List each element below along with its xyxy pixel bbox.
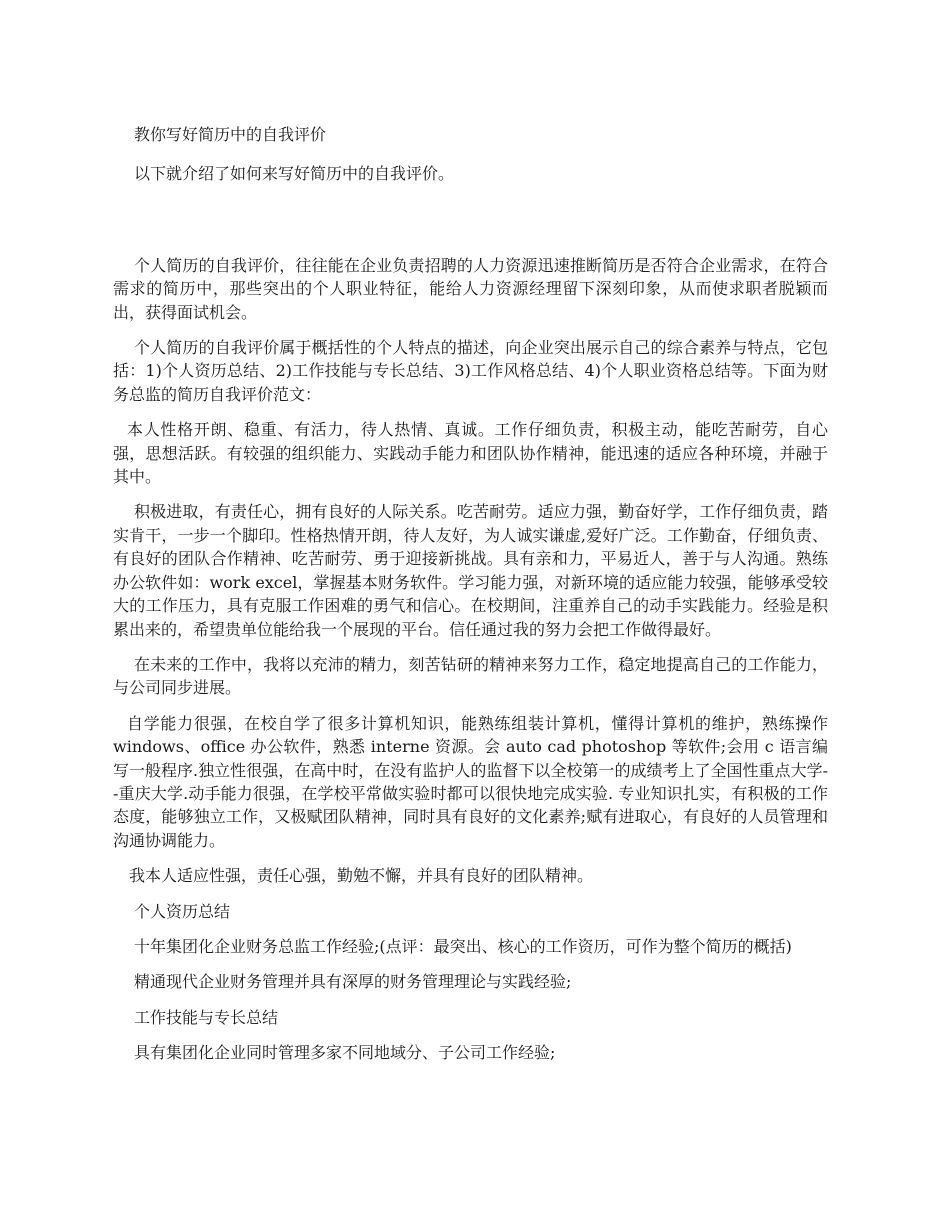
intro-paragraph: 以下就介绍了如何来写好简历中的自我评价。 xyxy=(134,164,455,184)
paragraph-sample-self-learning: 自学能力很强，在校自学了很多计算机知识，能熟练组装计算机，懂得计算机的维护，熟练操作 windows、office 办公软件，熟悉 interne 资源。会 auto cad photoshop 等软件;会用 c 语言编写一般程序.独立性很强，在高中时，在没有监护人的监督下以全校第一的成绩考上了全国性重点大学--重庆大学.动手能力很强，在学校平常做实验时都可以很快地完成实验. 专业知识扎实，有积极的工作态度，能够独立工作，又极赋团队精神，同时具有良好的文化素养;赋有进取心，有良好的人员管理和沟通协调能力。 xyxy=(113,713,828,850)
paragraph-group-management: 具有集团化企业同时管理多家不同地域分、子公司工作经验; xyxy=(134,1043,556,1063)
heading-experience-summary: 个人资历总结 xyxy=(134,901,231,921)
paragraph-cfo-experience: 十年集团化企业财务总监工作经验;(点评：最突出、核心的工作资历，可作为整个简历的概括) xyxy=(134,936,792,956)
document-title: 教你写好简历中的自我评价 xyxy=(134,125,327,144)
document-body xyxy=(113,123,828,1077)
paragraph-sample-proactive: 积极进取，有责任心，拥有良好的人际关系。吃苦耐劳。适应力强，勤奋好学，工作仔细负责，踏实肯干，一步一个脚印。性格热情开朗，待人友好，为人诚实谦虚,爱好广泛。工作勤奋，仔细负责、有良好的团队合作精神、吃苦耐劳、勇于迎接新挑战。具有亲和力，平易近人，善于与人沟通。熟练办公软件如：work excel，掌握基本财务软件。学习能力强，对新环境的适应能力较强，能够承受较大的工作压力，具有克服工作困难的勇气和信心。在校期间，注重养自己的动手实践能力。经验是积累出来的，希望贵单位能给我一个展现的平台。信任通过我的努力会把工作做得最好。 xyxy=(113,502,828,639)
paragraph-sample-personality: 本人性格开朗、稳重、有活力，待人热情、真诚。工作仔细负责，积极主动，能吃苦耐劳，自心强，思想活跃。有较强的组织能力、实践动手能力和团队协作精神，能迅速的适应各种环境，并融于其中。 xyxy=(113,420,828,487)
paragraph-self-evaluation-importance: 个人简历的自我评价，往往能在企业负责招聘的人力资源迅速推断简历是否符合企业需求，在符合需求的简历中，那些突出的个人职业特征，能给人力资源经理留下深刻印象，从而使求职者脱颖而出，获得面试机会。 xyxy=(113,255,828,322)
paragraph-sample-adaptability: 我本人适应性强，责任心强，勤勉不懈，并具有良好的团队精神。 xyxy=(129,866,594,886)
paragraph-self-evaluation-contents: 个人简历的自我评价属于概括性的个人特点的描述，向企业突出展示自己的综合素养与特点，它包括：1)个人资历总结、2)工作技能与专长总结、3)工作风格总结、4)个人职业资格总结等。下面为财务总监的简历自我评价范文： xyxy=(113,338,828,404)
paragraph-finance-management: 精通现代企业财务管理并具有深厚的财务管理理论与实践经验; xyxy=(134,972,572,992)
paragraph-sample-future-work: 在未来的工作中，我将以充沛的精力，刻苦钻研的精神来努力工作，稳定地提高自己的工作能力，与公司同步进展。 xyxy=(113,654,828,698)
heading-skills-summary: 工作技能与专长总结 xyxy=(134,1007,279,1027)
